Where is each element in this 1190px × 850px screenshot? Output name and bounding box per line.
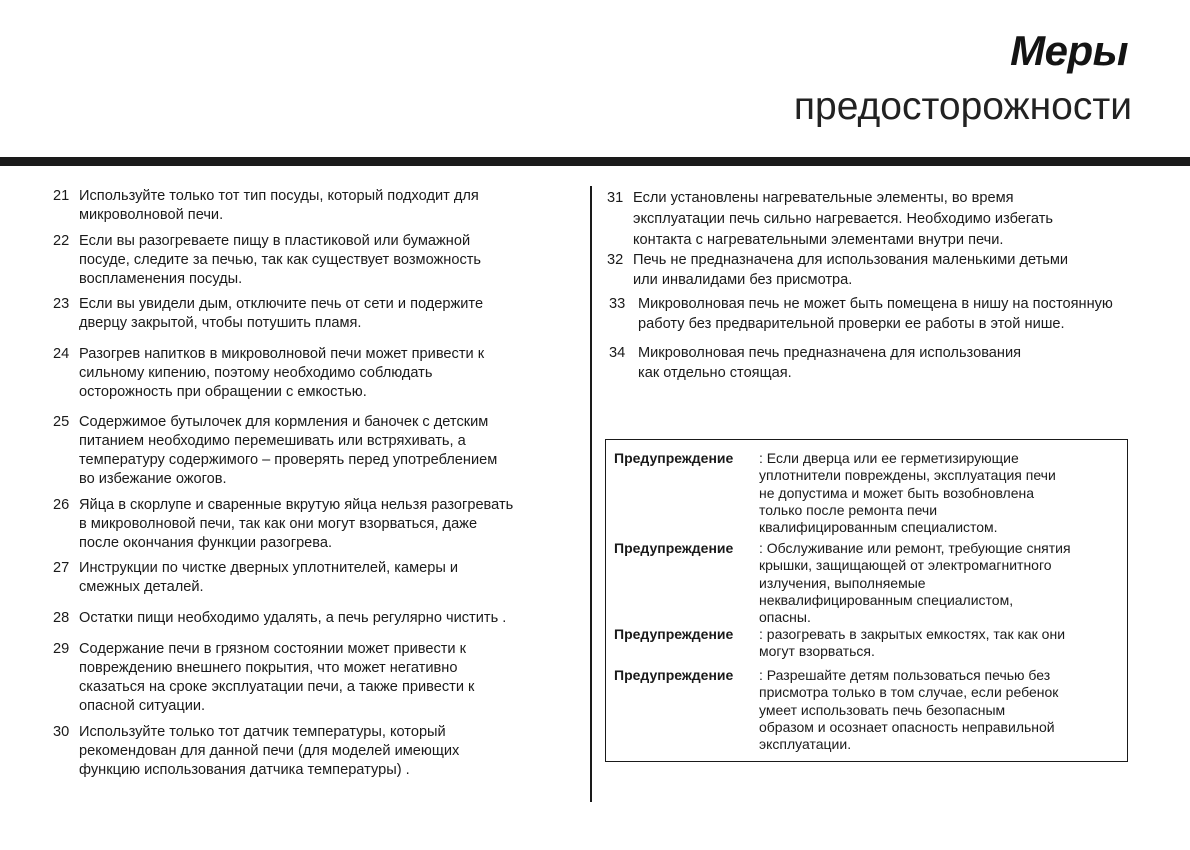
warning-item xyxy=(614,540,1071,626)
item-number: 23 xyxy=(53,296,70,312)
item-text: Используйте только тот тип посуды, который подходит для микроволновой печи. xyxy=(79,188,479,223)
list-item xyxy=(609,294,1113,334)
header-rule xyxy=(0,157,1190,166)
list-item xyxy=(53,609,506,628)
item-number: 32 xyxy=(607,252,624,268)
item-text: Разогрев напитков в микроволновой печи может привести к сильному кипению, поэтому необходимо соблюдать осторожность при обращении с емкостью. xyxy=(79,346,485,400)
item-number: 27 xyxy=(53,560,70,576)
list-item xyxy=(53,723,459,780)
item-text: Если вы увидели дым, отключите печь от сети и подержите дверцу закрытой, чтобы потушить пламя. xyxy=(79,296,484,331)
item-text: Содержимое бутылочек для кормления и баночек с детским питанием необходимо перемешивать или встряхивать, а температуру содержимого – проверять перед употреблением во избежание ожогов. xyxy=(79,414,498,487)
item-text: Яйца в скорлупе и сваренные вкрутую яйца нельзя разогревать в микроволновой печи, так как они могут взорваться, даже после окончания функции разогрева. xyxy=(79,497,514,551)
page-title: Меры xyxy=(1010,27,1128,74)
warning-label: Предупреждение xyxy=(614,540,734,556)
item-number: 24 xyxy=(53,346,70,362)
warning-text: : разогревать в закрытых емкостях, так как они могут взорваться. xyxy=(759,626,1066,660)
column-divider xyxy=(590,186,592,802)
item-number: 30 xyxy=(53,724,70,740)
list-item xyxy=(607,250,1068,290)
item-text: Микроволновая печь не может быть помещена в нишу на постоянную работу без предварительной проверки ее работы в этой нише. xyxy=(638,296,1113,332)
warning-label: Предупреждение xyxy=(614,450,734,466)
item-text: Содержание печи в грязном состоянии может привести к повреждению внешнего покрытия, что может негативно сказаться на сроке эксплуатации печи, а также привести к опасной ситуации. xyxy=(79,641,475,714)
warning-label: Предупреждение xyxy=(614,626,734,642)
list-item xyxy=(53,295,483,333)
list-item xyxy=(607,188,1053,251)
item-number: 21 xyxy=(53,188,70,204)
item-text: Используйте только тот датчик температуры, который рекомендован для данной печи (для моделей имеющих функцию использования датчика температуры) . xyxy=(79,724,460,778)
item-number: 28 xyxy=(53,610,70,626)
list-item xyxy=(53,496,513,553)
item-text: Если установлены нагревательные элементы, во время эксплуатации печь сильно нагревается. Необходимо избегать контакта с нагревательными элементами внутри печи. xyxy=(633,190,1054,248)
item-text: Остатки пищи необходимо удалять, а печь регулярно чистить . xyxy=(79,610,507,626)
warning-label: Предупреждение xyxy=(614,667,734,683)
item-number: 26 xyxy=(53,497,70,513)
warning-text: : Если дверца или ее герметизирующие уплотнители повреждены, эксплуатация печи не допустима и может быть возобновлена только после ремонта печи квалифицированным специалистом. xyxy=(759,450,1056,536)
item-number: 25 xyxy=(53,414,70,430)
list-item xyxy=(53,232,481,289)
list-item xyxy=(609,343,1021,383)
item-text: Печь не предназначена для использования маленькими детьми или инвалидами без присмотра. xyxy=(633,252,1069,288)
page-subtitle: предосторожности xyxy=(793,85,1132,128)
item-text: Если вы разогреваете пищу в пластиковой или бумажной посуде, следите за печью, так как существует возможность воспламенения посуды. xyxy=(79,233,482,287)
warning-text: : Разрешайте детям пользоваться печью без присмотра только в том случае, если ребенок умеет использовать печь безопасным образом и осознает опасность неправильной эксплуатации. xyxy=(759,667,1059,753)
list-item xyxy=(53,640,474,716)
warning-item xyxy=(614,667,1058,753)
item-number: 33 xyxy=(609,296,626,312)
item-number: 29 xyxy=(53,641,70,657)
list-item xyxy=(53,413,497,489)
warning-item xyxy=(614,626,1065,661)
item-text: Инструкции по чистке дверных уплотнителей, камеры и смежных деталей. xyxy=(79,560,459,595)
list-item xyxy=(53,345,484,402)
warning-text: : Обслуживание или ремонт, требующие снятия крышки, защищающей от электромагнитного излучения, выполняемые неквалифицированным специалистом, опасны. xyxy=(759,540,1071,626)
item-text: Микроволновая печь предназначена для использования как отдельно стоящая. xyxy=(638,345,1022,381)
list-item xyxy=(53,559,458,597)
warning-item xyxy=(614,450,1056,536)
item-number: 22 xyxy=(53,233,70,249)
item-number: 31 xyxy=(607,190,624,206)
list-item xyxy=(53,187,479,225)
item-number: 34 xyxy=(609,345,626,361)
